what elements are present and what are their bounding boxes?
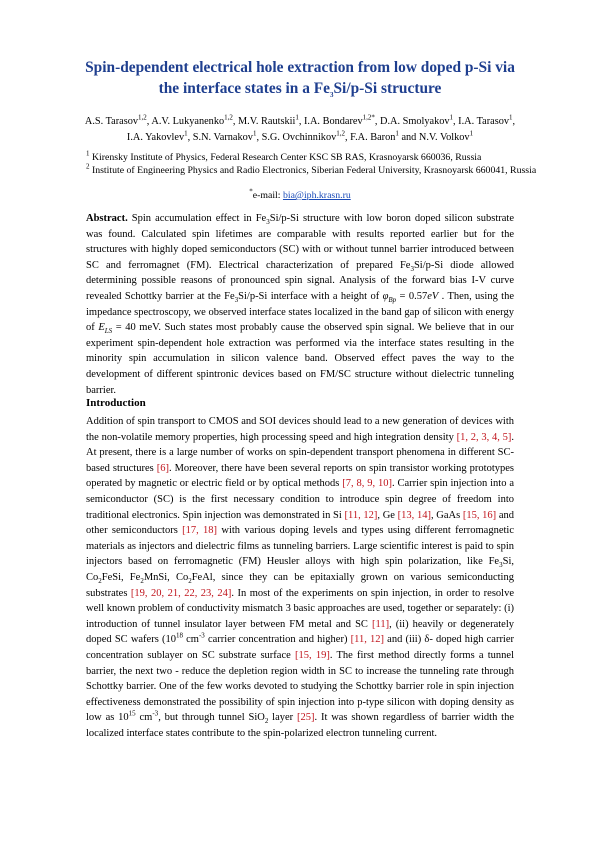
abstract-label: Abstract. [86,213,128,224]
corresponding-email: *e-mail: bia@iph.krasn.ru [249,187,351,201]
section-heading-introduction: Introduction [86,397,146,409]
affiliation-2-text: Institute of Engineering Physics and Radio Electronics, Siberian Federal University, Krasnoyarsk 660041, Russia [91,164,537,176]
affiliation-1: $^1$ Kirensky Institute of Physics, Federal Research Center KSC SB RAS, Krasnoyarsk 660036, Russia [86,149,482,163]
affiliations [86,149,566,177]
author-list: A.S. Tarasov$^{1,2}$, A.V. Lukyanenko$^{1,2}$, M.V. Rautskii$^1$, I.A. Bondarev$^{1,2*}$, D.A. Smolyakov$^1$, I.A. Tarasov$^1$, I.A. Yakovlev$^1$, S.N. Varnakov$^1$, S.G. Ovchinnikov$^{1,2}$, F.A. Baron$^1$ and N.V. Volkov$^1$ [84,113,516,143]
abstract: Abstract. Spin accumulation effect in $Fe_3Si/p-Si$ structure with low boron doped silicon substrate was found. Calculated spin lifetimes are comparable with results reported earlier but for the structures with highly doped semiconductors (SC) with or without tunnel barrier introduced between SC and ferromagnet (FM). Electrical characterization of prepared $Fe_3Si/p-Si$ diode allowed determining possible reasons of pronounced spin signal. Analysis of the forward bias I-V curve revealed Schottky barrier at the $Fe_3Si/p-Si$ interface with a height of $\varphi_{Bp} = 0.57eV$ . Then, using the impedance spectroscopy, we observed interface states localized in the band gap of silicon with energy of $E_{LS} = 40$ meV. Such states most probably cause the observed spin signal. We believe that in our experiment spin-dependent hole extraction was performed via the interface states resulting in the minority spin accumulation in silicon valence band. Observed effect paves the way to the development of different spintronic devices based on FM/SC structure without dielectric tunneling barrier. [86,213,515,396]
affiliation-1-text: Kirensky Institute of Physics, Federal Research Center KSC SB RAS, Krasnoyarsk 660036, Russia [91,152,482,163]
introduction-text: Addition of spin transport to CMOS and SOI devices should lead to a new generation of devices with the non-volatile memory properties, high processing speed and high integration density [1, 2, 3, 4, 5]. At present, there is a large number of works on spin-dependent transport phenomena in different SC-based structures [6]. Moreover, there have been several reports on spin transistor working prototypes operated by magnetic or electric field or by optical methods [7, 8, 9, 10]. Carrier spin injection into a semiconductor (SC) is the first necessary condition to introduce spin degree of freedom into traditional electronics. Spin injection was demonstrated in Si [11, 12], Ge [13, 14], GaAs [15, 16] and other semiconductors [17, 18] with various doping levels and types using different ferromagnetic materials as injectors and dielectric films as tunneling barriers. Large scientific interest is paid to spin injectors based on ferromagnetic (FM) Heusler alloys with high spin polarization, like $Fe_3Si$, $Co_2FeSi$, $Fe_2MnSi$, $Co_2FeAl$, since they can be epitaxially grown on various semiconducting substrates [19, 20, 21, 22, 23, 24]. In most of the experiments on spin injection, in order to resolve well known problem of conductivity mismatch 3 basic approaches are used, together or separately: (i) introduction of tunnel insulator layer between FM metal and SC [11], (ii) heavily or degenerately doped SC wafers ($10^{18}$ $cm^{-3}$ carrier concentration and higher) [11, 12] and (iii) δ- doped high carrier concentration sublayer on SC substrate surface [15, 19]. The first method directly forms a tunnel barrier, the next two - reduce the depletion region width in SC to increase the tunneling rate through Schottky barrier. One of the few works devoted to studying the Schottky barrier role in spin injection effectiveness demonstrated the possibility of spin injection into p-type silicon with doping density as low as $10^{15}$ $cm^{-3}$, but through tunnel SiO$_2$ layer [25]. It was shown regardless of barrier width the localized interface states contribute to the spin-polarized electron tunneling current. [86,416,515,739]
email-label: e-mail: [252,190,283,201]
paper-title: Spin-dependent electrical hole extraction from low doped p-Si via the interface states in a $Fe_3Si/p-Si$ structure [85,59,515,100]
affiliation-2: $^2$ Institute of Engineering Physics and Radio Electronics, Siberian Federal University, Krasnoyarsk 660041, Russia [86,162,537,176]
email-link[interactable]: bia@iph.krasn.ru [282,190,351,201]
